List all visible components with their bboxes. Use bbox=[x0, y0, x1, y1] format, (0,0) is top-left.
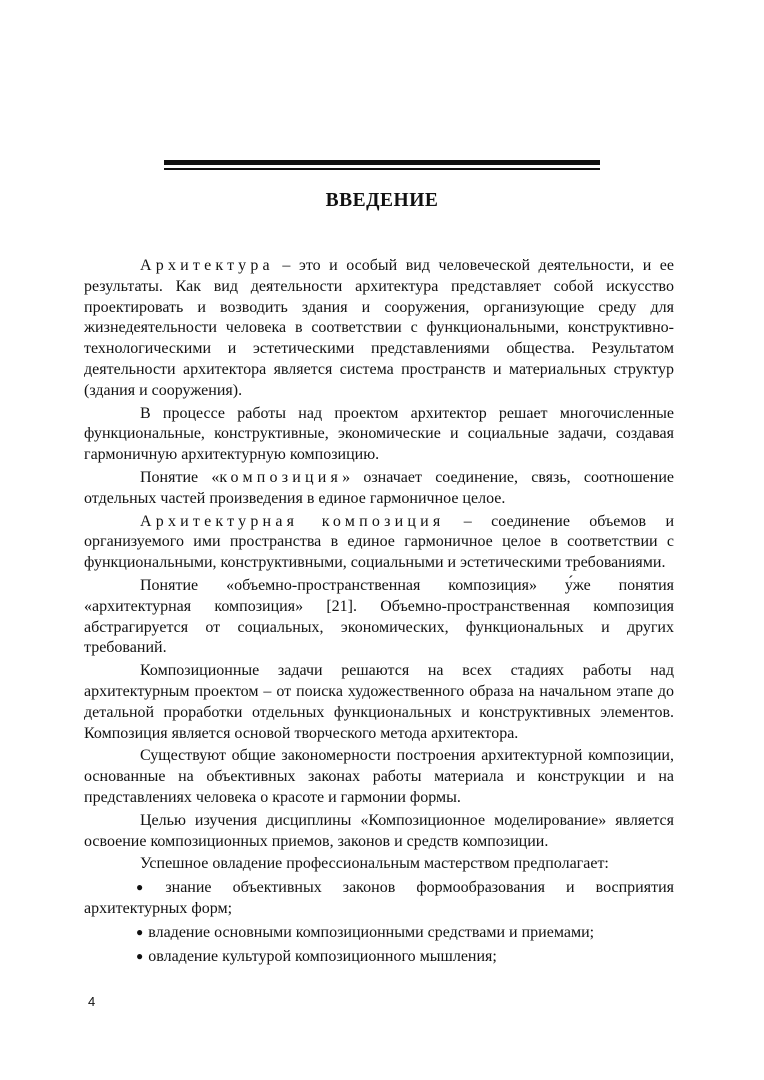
body-text bbox=[84, 256, 674, 969]
paragraph-text: Целью изучения дисциплины «Композиционное моделирование» является освоение композиционных приемов, законов и средств композиции. bbox=[84, 811, 674, 850]
paragraph-text: » означает соединение, связь, соотношение отдельных частей произведения в единое гармоничное целое. bbox=[84, 468, 674, 507]
paragraph bbox=[84, 512, 674, 574]
paragraph bbox=[84, 811, 674, 853]
bullet-dot-icon: ● bbox=[136, 948, 144, 963]
header-rule-thick bbox=[164, 160, 600, 165]
paragraph bbox=[84, 404, 674, 466]
header-rule-thin bbox=[164, 168, 600, 170]
paragraph bbox=[84, 661, 674, 744]
paragraph-text: Существуют общие закономерности построения архитектурной композиции, основанные на объективных законах работы материала и конструкции и на представлениях человека о красоте и гармонии формы. bbox=[84, 747, 674, 806]
paragraph-text: – соединение объемов и организуемого ими пространства в единое гармоничное целое в соответствии с функциональными, конструктивными, социальными и эстетическими требованиями. bbox=[84, 512, 675, 572]
page-number: 4 bbox=[88, 994, 96, 1009]
bullet-text: овладение культурой композиционного мышления; bbox=[148, 947, 497, 965]
paragraph bbox=[84, 468, 674, 510]
paragraph-prefix: Понятие « bbox=[140, 468, 220, 486]
bullet-dot-icon: ● bbox=[136, 880, 161, 895]
paragraph-text: – это и особый вид человеческой деятельности, и ее результаты. Как вид деятельности архитектура представляет собой искусство проектировать и возводить здания и сооружения, организующие среду для жизнедеятельности человека в соответствии с функциональными, конструктивно-технологическими и эстетическими представлениями общества. Результатом деятельности архитектора является система пространств и материальных структур (здания и сооружения). bbox=[84, 257, 674, 399]
bullet-text: владение основными композиционными средствами и приемами; bbox=[148, 923, 595, 941]
paragraph-text: Композиционные задачи решаются на всех стадиях работы над архитектурным проектом – от поиска художественного образа на начальном этапе до детальной проработки отдельных функциональных и конструктивных элементов. Композиция является основой творческого метода архитектора. bbox=[84, 662, 674, 742]
bullet-dot-icon: ● bbox=[136, 924, 144, 939]
emphasized-term: Архитектура bbox=[140, 257, 274, 274]
paragraph-text: Понятие «объемно-пространственная композиция» у́же понятия «архитектурная композиция» [21]. Объемно-пространственная композиция абстрагируется от социальных, экономических, функциональных и других требований. bbox=[84, 576, 674, 657]
paragraph bbox=[84, 746, 674, 808]
bullet-item bbox=[84, 922, 674, 944]
paragraph bbox=[84, 854, 674, 875]
paragraph bbox=[84, 576, 674, 659]
emphasized-term: композиция bbox=[219, 468, 343, 486]
page-title: ВВЕДЕНИЕ bbox=[325, 190, 439, 211]
paragraph bbox=[84, 256, 674, 402]
paragraph-text: Успешное овладение профессиональным мастерством предполагает: bbox=[140, 855, 609, 873]
paragraph-text: В процессе работы над проектом архитектор решает многочисленные функциональные, конструктивные, экономические и социальные задачи, создавая гармоничную архитектурную композицию. bbox=[84, 404, 674, 464]
bullet-item bbox=[84, 946, 674, 968]
bullet-text: знание объективных законов формообразования и восприятия архитектурных форм; bbox=[84, 879, 674, 917]
emphasized-term: Архитектурная композиция bbox=[140, 512, 445, 530]
bullet-item bbox=[84, 877, 674, 920]
